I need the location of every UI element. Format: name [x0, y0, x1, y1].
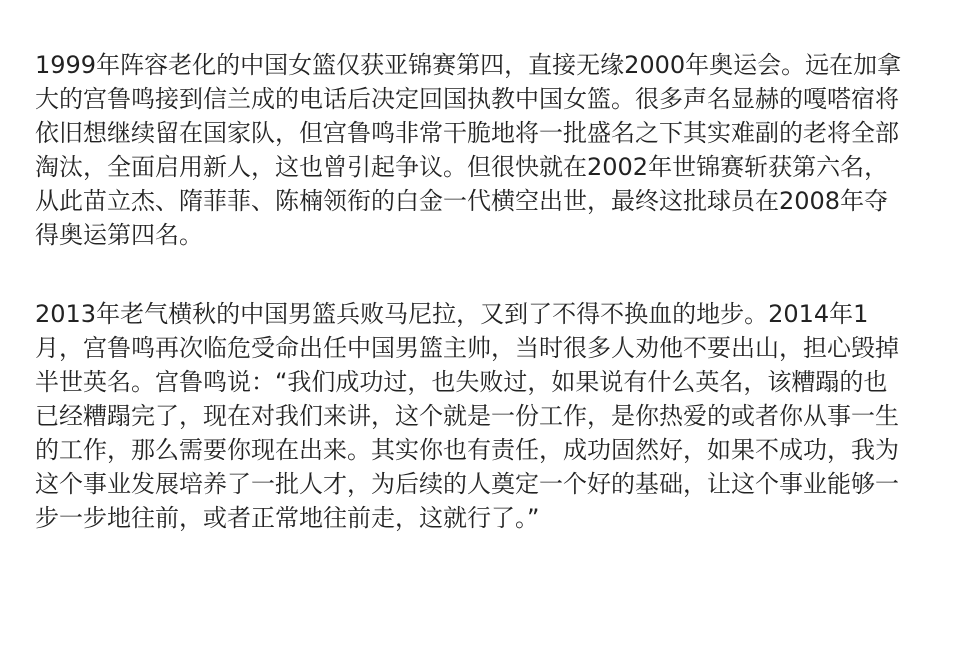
paragraph-line: 得奥运第四名。 [35, 221, 203, 249]
paragraph-line: 从此苗立杰、隋菲菲、陈楠领衔的白金一代横空出世，最终这批球员在2008年夺 [35, 187, 889, 215]
paragraph-line: 1999年阵容老化的中国女篮仅获亚锦赛第四，直接无缘2000年奥运会。远在加拿 [35, 51, 902, 79]
paragraph-line: 2013年老气横秋的中国男篮兵败马尼拉，又到了不得不换血的地步。2014年1 [35, 300, 869, 328]
paragraph-1 [35, 48, 947, 252]
paragraph-line: 淘汰，全面启用新人，这也曾引起争议。但很快就在2002年世锦赛斩获第六名， [35, 153, 889, 181]
paragraph-2 [35, 297, 947, 535]
paragraph-line: 依旧想继续留在国家队，但宫鲁鸣非常干脆地将一批盛名之下其实难副的老将全部 [35, 119, 899, 147]
paragraph-line: 半世英名。宫鲁鸣说：“我们成功过，也失败过，如果说有什么英名，该糟蹋的也 [35, 368, 888, 396]
paragraph-line: 月，宫鲁鸣再次临危受命出任中国男篮主帅，当时很多人劝他不要出山，担心毁掉 [35, 334, 899, 362]
paragraph-spacer [35, 252, 947, 297]
paragraph-line: 大的宫鲁鸣接到信兰成的电话后决定回国执教中国女篮。很多声名显赫的嘎嗒宿将 [35, 85, 899, 113]
article-body [35, 48, 947, 535]
paragraph-line: 已经糟蹋完了，现在对我们来讲，这个就是一份工作，是你热爱的或者你从事一生 [35, 402, 899, 430]
paragraph-line: 步一步地往前，或者正常地往前走，这就行了。” [35, 504, 540, 532]
paragraph-line: 这个事业发展培养了一批人才，为后续的人奠定一个好的基础，让这个事业能够一 [35, 470, 899, 498]
paragraph-line: 的工作，那么需要你现在出来。其实你也有责任，成功固然好，如果不成功，我为 [35, 436, 899, 464]
